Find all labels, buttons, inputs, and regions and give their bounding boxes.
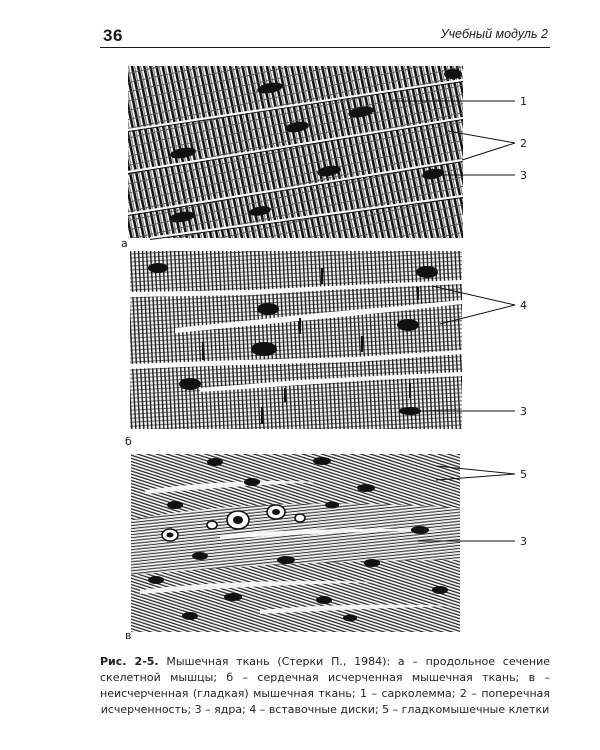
figure-caption	[100, 654, 550, 718]
callout-3-panel-b: 3	[520, 405, 527, 418]
callout-4: 4	[520, 299, 527, 312]
cardiac-fibers	[130, 251, 462, 429]
caption-text: Мышечная ткань (Стерки П., 1984): а – продольное сечение скелетной мышцы; б – сердечная исчерченная мышечная ткань; в – неисчерченная (гладкая) мышечная ткань; 1 – сарколемма; 2 – поперечная исчерченность; 3 – ядра; 4 – вставочные диски; 5 – гладкомышечные клетки	[100, 655, 550, 716]
panel-c-smooth-muscle	[131, 454, 515, 632]
panel-letter-c: в	[125, 629, 132, 642]
callout-2: 2	[520, 137, 527, 150]
callout-1: 1	[520, 95, 527, 108]
callout-5: 5	[520, 468, 527, 481]
callout-3-panel-a: 3	[520, 169, 527, 182]
panel-letter-a: а	[121, 237, 128, 250]
panel-b-cardiac-muscle	[130, 251, 515, 429]
panel-a-skeletal-muscle	[128, 66, 515, 240]
caption-label: Рис. 2-5.	[100, 655, 159, 668]
running-head: Учебный модуль 2	[440, 27, 548, 41]
callout-3-panel-c: 3	[520, 535, 527, 548]
panel-letter-b: б	[125, 435, 132, 448]
page-number: 36	[103, 26, 123, 45]
